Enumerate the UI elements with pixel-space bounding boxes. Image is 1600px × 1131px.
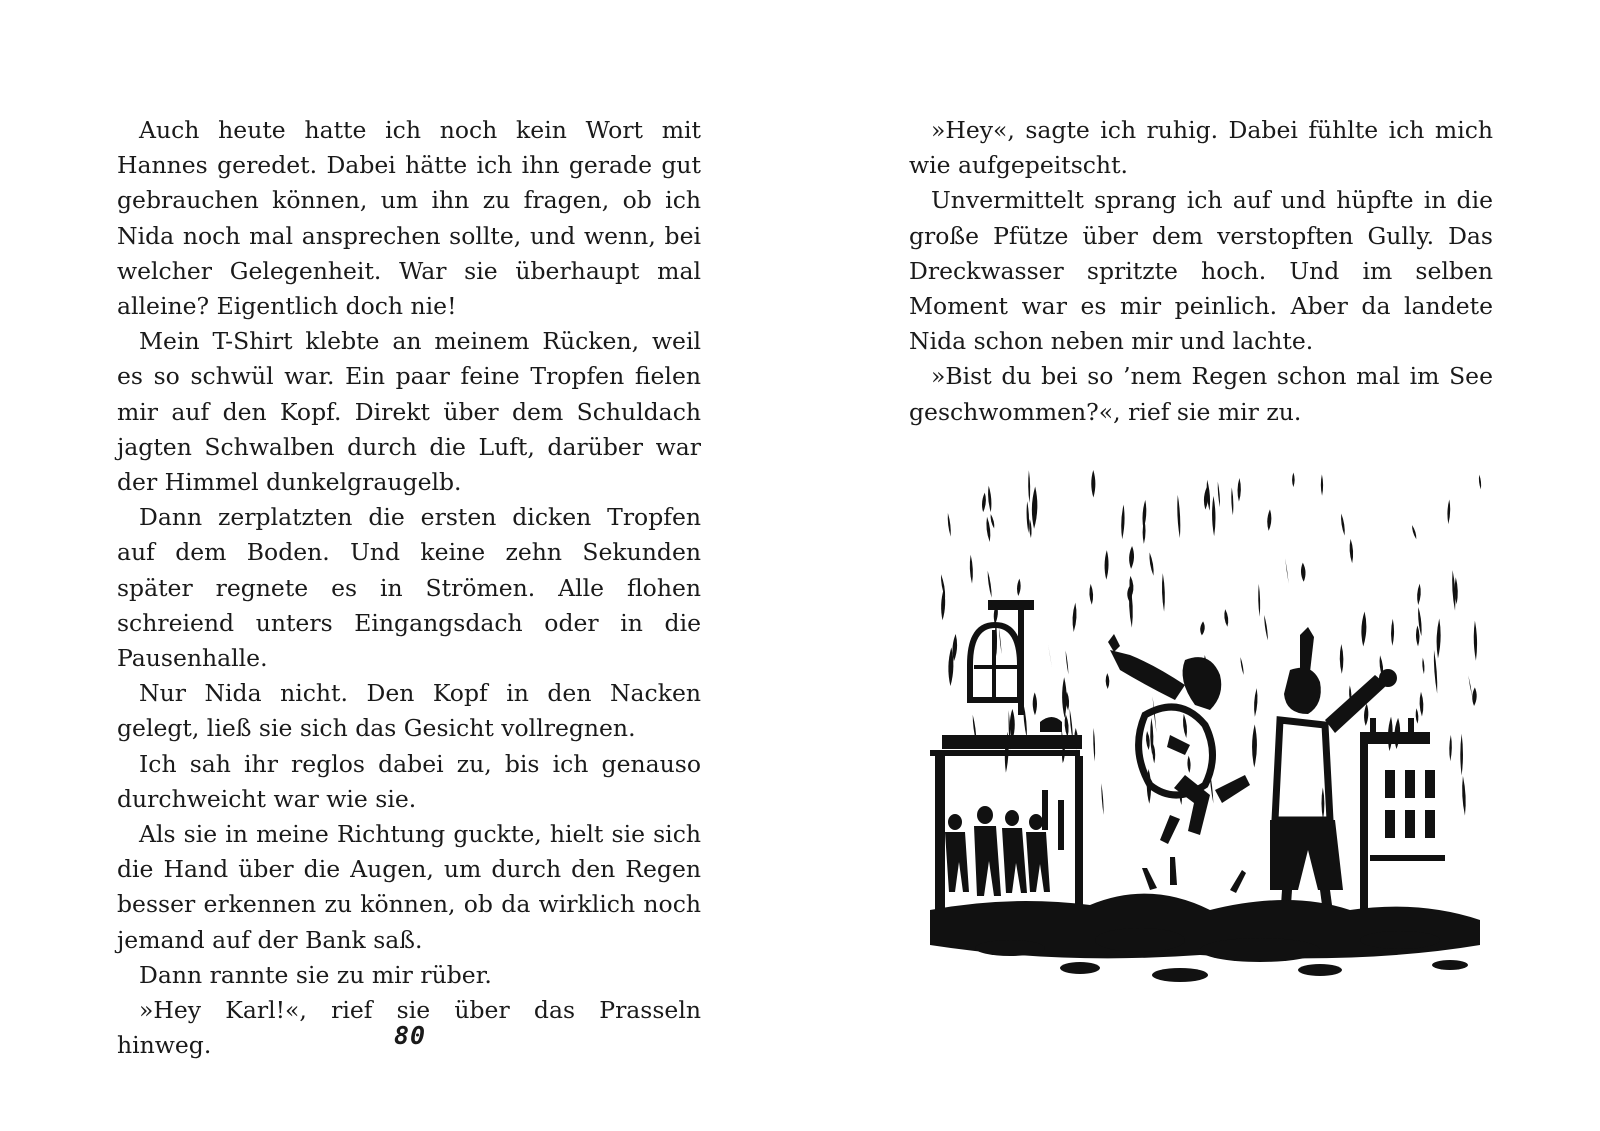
rain-drop <box>1093 728 1095 762</box>
rain-drop <box>1101 783 1103 815</box>
rain-drop <box>1417 584 1421 605</box>
paragraph: Auch heute hatte ich noch kein Wort mit Hannes geredet. Dabei hätte ich ihn gerade gut gebrauchen können, um ihn zu fragen, ob ich Nida noch mal ansprechen sollte, und wenn, bei welcher Gelegenheit. War sie überhaupt mal alleine? Eigentlich doch nie! <box>117 116 701 321</box>
rain-drop <box>1033 692 1037 715</box>
rain-drop <box>1258 584 1260 617</box>
rain-drop <box>1267 509 1271 531</box>
paragraph: Mein T-Shirt klebte an meinem Rücken, weil es so schwül war. Ein paar feine Tropfen fielen mir auf den Kopf. Direkt über dem Schuldach jagten Schwalben durch die Luft, darüber war der Himmel dunkelgraugelb. <box>117 327 701 497</box>
rain-drop <box>1364 704 1368 726</box>
rain-drop <box>948 513 951 537</box>
rain-drop <box>1177 495 1180 538</box>
rain-drop <box>1231 487 1233 515</box>
rain-drop <box>1468 675 1472 696</box>
rain-drop <box>1301 563 1306 582</box>
rain-drop <box>1292 473 1295 488</box>
rain-drop <box>1066 651 1069 675</box>
rain-drop <box>1238 478 1241 502</box>
rain-drop <box>1129 546 1134 569</box>
paragraph: Ich sah ihr reglos dabei zu, bis ich genauso durchweicht war wie sie. <box>117 749 701 813</box>
rain-drop <box>1391 619 1394 646</box>
rain-drop <box>1048 644 1052 667</box>
rain-drop <box>1412 525 1416 539</box>
building-right <box>1360 718 1445 914</box>
rain-drop <box>1146 731 1150 750</box>
rain-drop <box>1073 603 1077 632</box>
rain-drop <box>1162 573 1165 612</box>
rain-drop <box>1449 735 1452 761</box>
page-number: 80 <box>393 1021 427 1050</box>
rain-drop <box>1032 487 1038 529</box>
rain-drop <box>991 514 995 528</box>
rain-drop <box>1321 787 1324 819</box>
rain-drop <box>1149 552 1153 575</box>
rain-drop <box>1416 708 1419 724</box>
rain-drop <box>1447 499 1450 524</box>
rain-scene-illustration <box>930 470 1490 1015</box>
rain-drop <box>1089 584 1093 605</box>
rain-drop <box>1224 609 1228 627</box>
rain-drop <box>999 628 1002 654</box>
girl-figure <box>1108 634 1250 844</box>
rain-drop <box>1472 687 1476 706</box>
rain-drop <box>1218 482 1220 508</box>
rain-drop <box>1460 734 1463 776</box>
rain-drop <box>1105 550 1109 580</box>
rain-drop <box>970 555 973 584</box>
right-page <box>800 0 1600 1131</box>
rain-drop <box>988 486 991 512</box>
rain-drop <box>1254 688 1257 717</box>
paragraph: »Bist du bei so ’nem Regen schon mal im See geschwommen?«, rief sie mir zu. <box>909 362 1493 426</box>
rain-drop <box>986 517 990 542</box>
rain-drop <box>1420 692 1424 717</box>
rain-drop <box>1106 673 1110 689</box>
rain-drop <box>1091 470 1095 498</box>
rain-drop <box>1361 612 1366 647</box>
rain-drop <box>982 493 986 513</box>
boy-figure <box>1270 627 1397 920</box>
rain-drop <box>1183 714 1187 738</box>
right-page-text <box>909 113 1493 430</box>
rain-drop <box>1350 539 1354 563</box>
rain-drop <box>1027 501 1030 533</box>
paragraph: Dann zerplatzten die ersten dicken Tropfen auf dem Boden. Und keine zehn Sekunden später regnete es in Strömen. Alle flohen schreiend unters Eingangsdach oder in die Pausenhalle. <box>117 503 701 673</box>
rain-drop <box>1029 519 1031 538</box>
rain-drop <box>1207 480 1210 511</box>
rain-drop <box>1474 621 1477 661</box>
rain-drop <box>1017 579 1021 596</box>
rain-drop <box>1452 570 1455 610</box>
rain-drop <box>1187 756 1190 773</box>
paragraph: Unvermittelt sprang ich auf und hüpfte in die große Pfütze über dem verstopften Gully. Das Dreckwasser spritzte hoch. Und im selben Moment war es mir peinlich. Aber da landete Nida schon neben mir und lachte. <box>909 186 1493 356</box>
rain-drop <box>952 634 957 661</box>
rain-drop <box>1462 776 1466 816</box>
rain-drop <box>1065 714 1069 737</box>
rain-drop <box>1285 558 1288 583</box>
rain-drop <box>1264 615 1268 640</box>
rain-drop <box>1340 644 1344 674</box>
rain-drop <box>1121 505 1124 540</box>
paragraph: Als sie in meine Richtung guckte, hielt sie sich die Hand über die Augen, um durch den Regen besser erkennen zu können, ob da wirklich noch jemand auf der Bank saß. <box>117 820 701 954</box>
rain-drop <box>1062 677 1067 718</box>
rain-drop <box>1341 514 1345 536</box>
rain-drop <box>1252 724 1257 767</box>
rain-drop <box>1212 496 1215 536</box>
rain-drop <box>1437 618 1441 658</box>
rain-drop <box>1434 650 1437 694</box>
bystanders <box>945 806 1050 896</box>
rain-drop <box>1240 657 1243 675</box>
paragraph: »Hey Karl!«, rief sie über das Prasseln hinweg. <box>117 996 701 1060</box>
rain-drop <box>988 571 992 598</box>
paragraph: Dann rannte sie zu mir rüber. <box>139 960 492 989</box>
rain-drop <box>1321 474 1323 495</box>
paragraph: Nur Nida nicht. Den Kopf in den Nacken gelegt, ließ sie sich das Gesicht vollregnen. <box>117 679 701 743</box>
paragraph: »Hey«, sagte ich ruhig. Dabei fühlte ich mich wie aufgepeitscht. <box>909 116 1493 180</box>
rain-drop <box>1028 470 1030 503</box>
rain-drop <box>1416 625 1420 646</box>
rain-drop <box>1479 475 1481 490</box>
left-page-text <box>117 113 701 1063</box>
rain-drop <box>1422 658 1424 675</box>
rain-drop <box>1200 621 1205 635</box>
